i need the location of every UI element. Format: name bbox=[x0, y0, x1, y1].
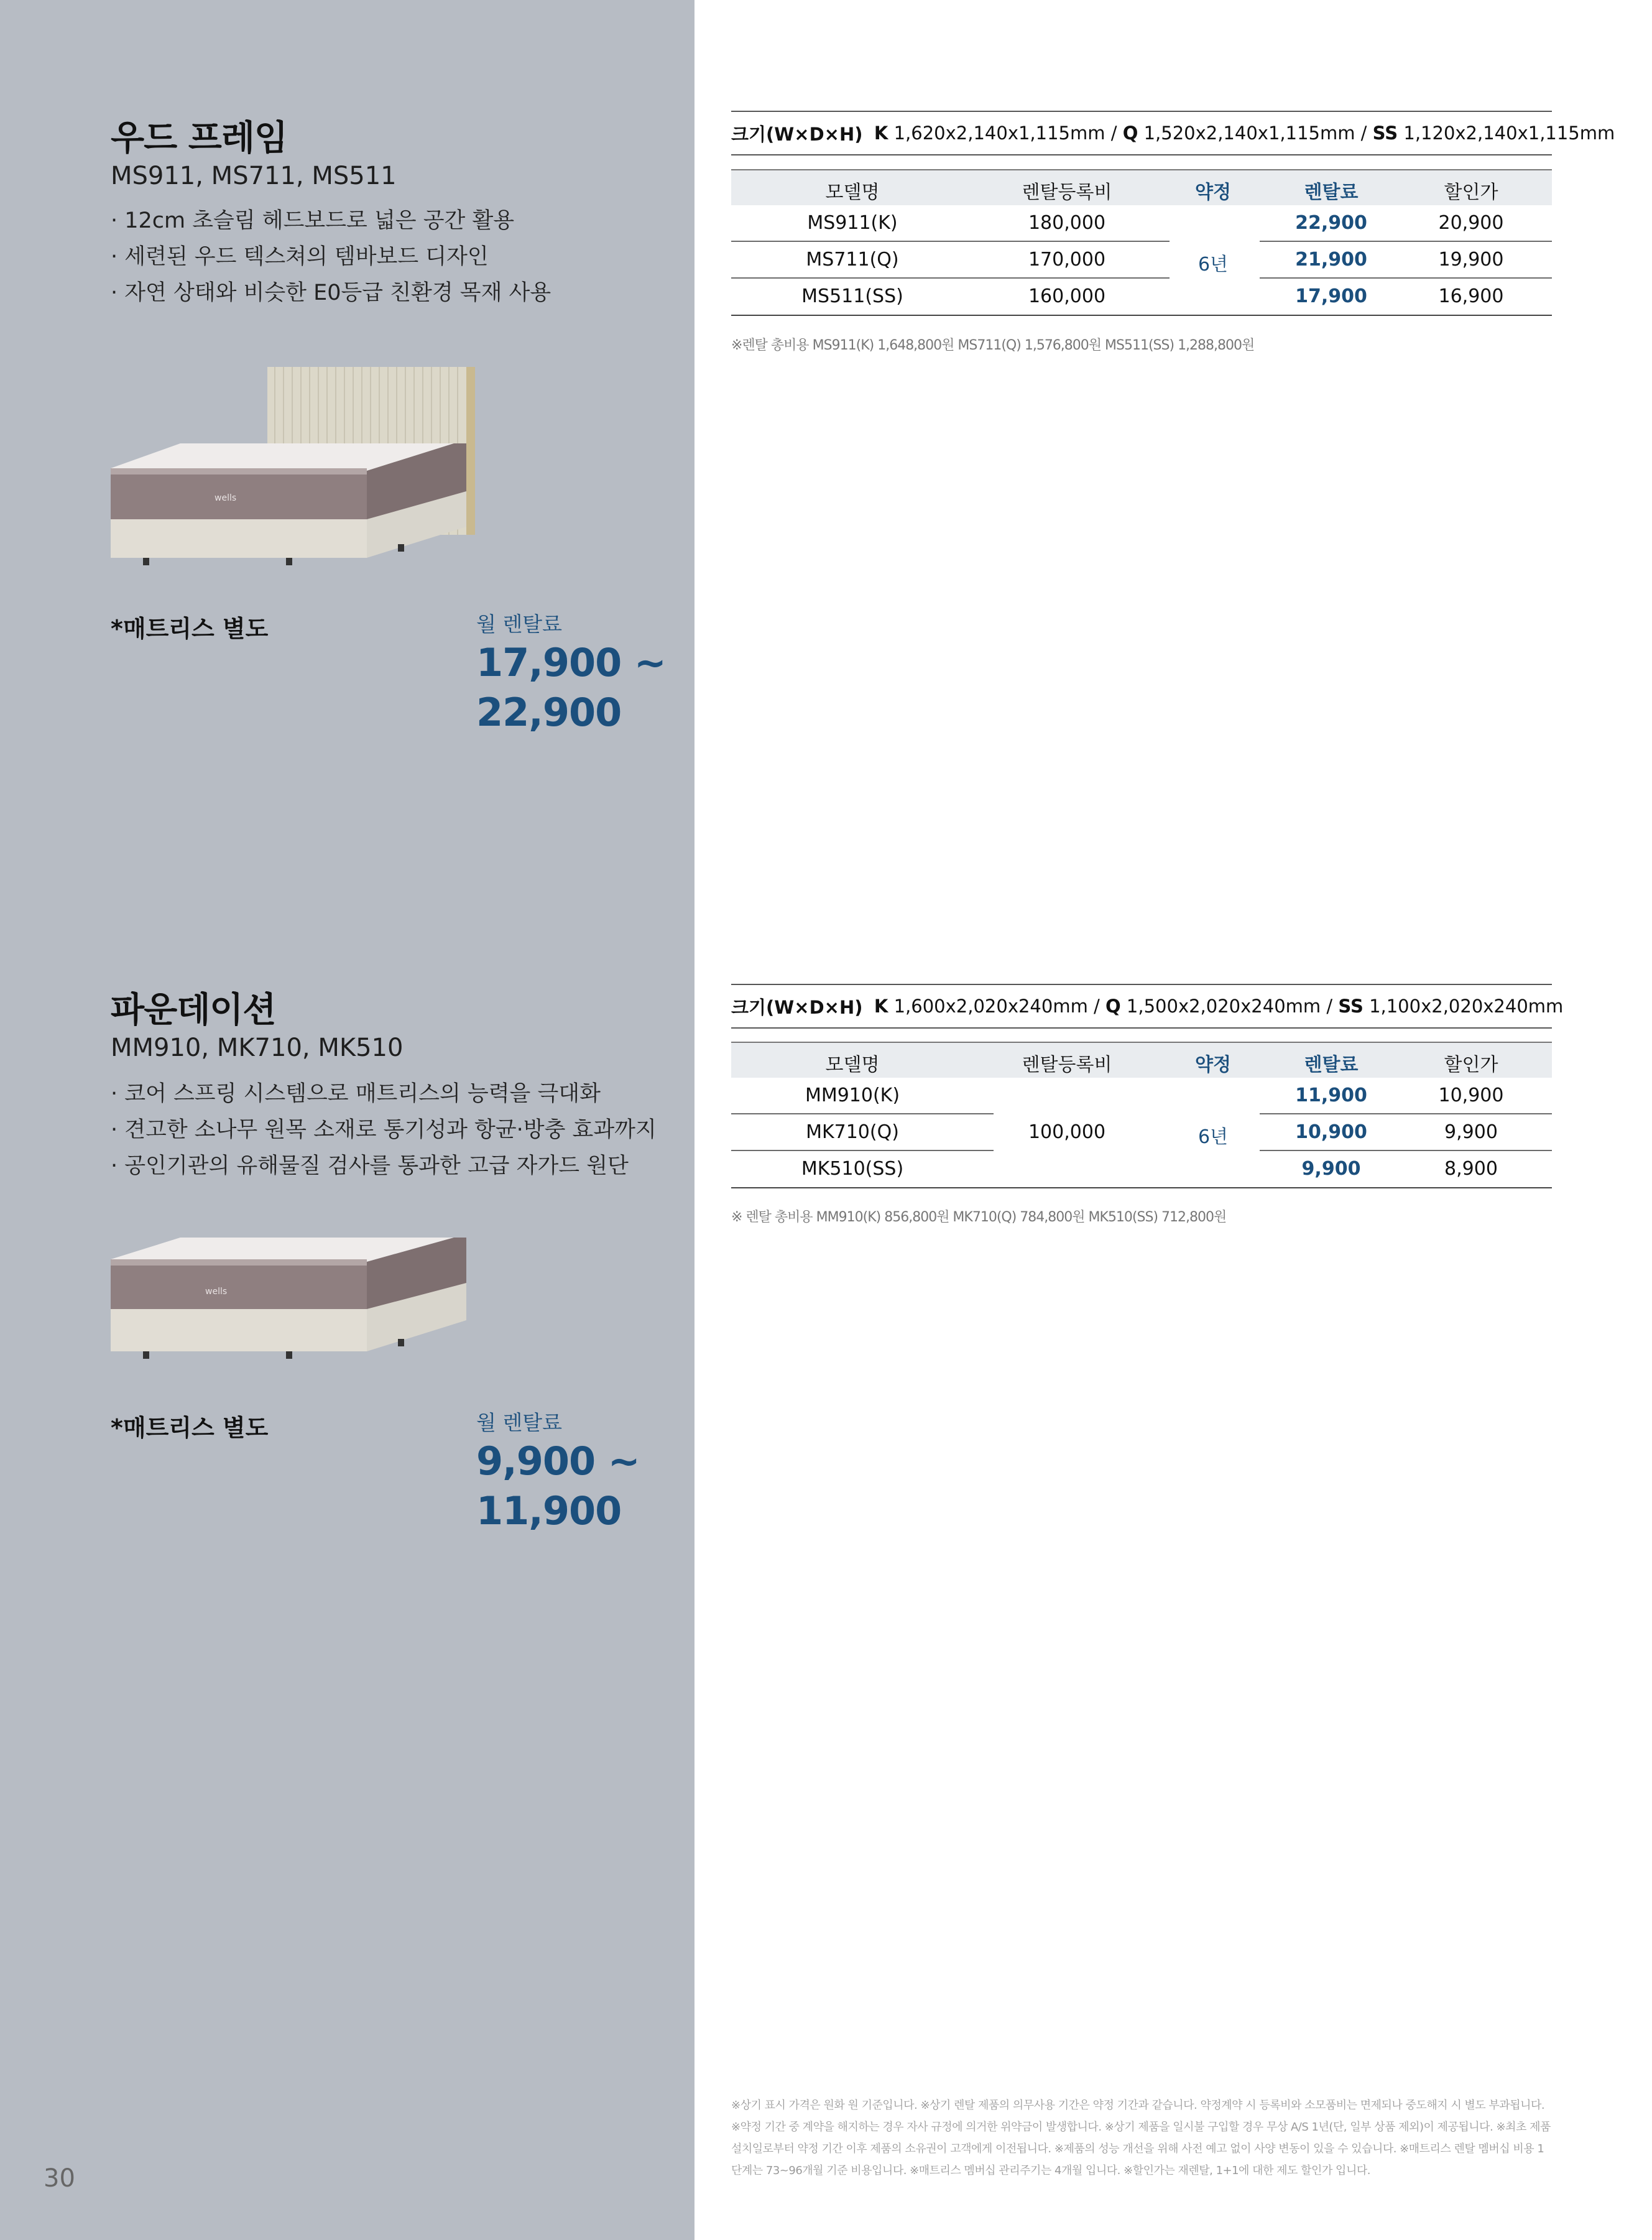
model-cell: MS711(Q) bbox=[806, 249, 899, 271]
feature-list bbox=[111, 1076, 657, 1184]
table-bottom-border bbox=[731, 1187, 1552, 1188]
rental-cell: 10,900 bbox=[1295, 1121, 1367, 1143]
header-model: 모델명 bbox=[825, 182, 880, 203]
price-range-line: 11,900 bbox=[476, 1488, 622, 1534]
header-discount: 할인가 bbox=[1444, 1054, 1498, 1076]
row-divider bbox=[1260, 241, 1552, 242]
header-contract: 약정 bbox=[1195, 1054, 1231, 1076]
product-title: 파운데이션 bbox=[111, 990, 276, 1030]
price-range bbox=[476, 1437, 640, 1536]
row-divider bbox=[731, 277, 1170, 279]
size-key-ss: SS bbox=[1372, 123, 1398, 144]
product-models: MS911, MS711, MS511 bbox=[111, 162, 397, 190]
feature-item: · 코어 스프링 시스템으로 매트리스의 능력을 극대화 bbox=[111, 1081, 601, 1106]
model-cell: MS511(SS) bbox=[801, 285, 903, 307]
rental-table bbox=[731, 169, 1552, 318]
row-divider bbox=[1260, 1113, 1552, 1114]
rental-cell: 22,900 bbox=[1295, 212, 1367, 234]
size-key-ss: SS bbox=[1338, 996, 1364, 1017]
feature-list bbox=[111, 203, 551, 311]
size-key-k: K bbox=[874, 123, 888, 144]
discount-cell: 9,900 bbox=[1444, 1121, 1498, 1143]
rental-table bbox=[731, 1042, 1552, 1191]
size-q: 1,520x2,140x1,115mm / bbox=[1143, 123, 1367, 144]
row-divider bbox=[1260, 1150, 1552, 1151]
rental-cell: 9,900 bbox=[1301, 1158, 1361, 1180]
model-cell: MK710(Q) bbox=[806, 1121, 899, 1143]
price-label: 월 렌탈료 bbox=[476, 1410, 563, 1435]
size-spec bbox=[731, 111, 1615, 155]
header-fee: 렌탈등록비 bbox=[1022, 1054, 1112, 1076]
size-spec-label: 크기(W×D×H) bbox=[731, 123, 863, 145]
price-range-line: 17,900 ~ bbox=[476, 640, 666, 685]
fee-cell: 180,000 bbox=[1028, 212, 1106, 234]
size-k: 1,620x2,140x1,115mm / bbox=[893, 123, 1117, 144]
foundation-bed-image bbox=[106, 1234, 479, 1377]
rental-cell: 21,900 bbox=[1295, 249, 1367, 271]
row-divider bbox=[731, 1150, 994, 1151]
size-ss: 1,120x2,140x1,115mm bbox=[1403, 123, 1615, 144]
contract-cell: 6년 bbox=[1197, 1126, 1229, 1148]
product-title: 우드 프레임 bbox=[111, 118, 287, 159]
size-ss: 1,100x2,020x240mm bbox=[1369, 996, 1564, 1017]
size-q: 1,500x2,020x240mm / bbox=[1126, 996, 1333, 1017]
fee-cell: 170,000 bbox=[1028, 249, 1106, 271]
fee-cell: 100,000 bbox=[1028, 1121, 1106, 1143]
size-spec bbox=[731, 984, 1564, 1029]
fee-cell: 160,000 bbox=[1028, 285, 1106, 307]
total-cost-note: ※렌탈 총비용 MS911(K) 1,648,800원 MS711(Q) 1,576,800원 MS511(SS) 1,288,800원 bbox=[731, 338, 1255, 353]
feature-item: · 12cm 초슬림 헤드보드로 넓은 공간 활용 bbox=[111, 208, 515, 233]
header-contract: 약정 bbox=[1195, 182, 1231, 203]
discount-cell: 8,900 bbox=[1444, 1158, 1498, 1180]
table-header bbox=[731, 1042, 1552, 1078]
total-cost-note: ※ 렌탈 총비용 MM910(K) 856,800원 MK710(Q) 784,800원 MK510(SS) 712,800원 bbox=[731, 1210, 1227, 1225]
header-rental: 렌탈료 bbox=[1304, 182, 1359, 203]
contract-cell: 6년 bbox=[1197, 254, 1229, 275]
feature-item: · 자연 상태와 비슷한 E0등급 친환경 목재 사용 bbox=[111, 280, 551, 305]
size-key-q: Q bbox=[1105, 996, 1121, 1017]
discount-cell: 16,900 bbox=[1438, 285, 1504, 307]
feature-item: · 세련된 우드 텍스쳐의 템바보드 디자인 bbox=[111, 244, 489, 269]
model-cell: MK510(SS) bbox=[801, 1158, 904, 1180]
header-model: 모델명 bbox=[825, 1054, 880, 1076]
price-range bbox=[476, 638, 666, 738]
row-divider bbox=[1260, 277, 1552, 279]
feature-item: · 견고한 소나무 원목 소재로 통기성과 항균·방충 효과까지 bbox=[111, 1118, 657, 1142]
svg-text:wells: wells bbox=[215, 493, 237, 503]
table-bottom-border bbox=[731, 315, 1552, 316]
row-divider bbox=[731, 241, 1170, 242]
price-range-line: 22,900 bbox=[476, 690, 622, 735]
wood-frame-bed-image bbox=[106, 364, 479, 575]
discount-cell: 10,900 bbox=[1438, 1085, 1504, 1106]
size-spec-label: 크기(W×D×H) bbox=[731, 996, 863, 1018]
model-cell: MM910(K) bbox=[805, 1085, 900, 1106]
rental-cell: 11,900 bbox=[1295, 1085, 1367, 1106]
size-k: 1,600x2,020x240mm / bbox=[893, 996, 1100, 1017]
mattress-note: *매트리스 별도 bbox=[111, 615, 269, 642]
size-key-q: Q bbox=[1122, 123, 1138, 144]
price-label: 월 렌탈료 bbox=[476, 612, 563, 636]
size-key-k: K bbox=[874, 996, 888, 1017]
mattress-note: *매트리스 별도 bbox=[111, 1414, 269, 1442]
discount-cell: 19,900 bbox=[1438, 249, 1504, 271]
svg-text:wells: wells bbox=[205, 1287, 228, 1297]
rental-cell: 17,900 bbox=[1295, 285, 1367, 307]
model-cell: MS911(K) bbox=[807, 212, 898, 234]
header-fee: 렌탈등록비 bbox=[1022, 182, 1112, 203]
table-header bbox=[731, 169, 1552, 205]
price-range-line: 9,900 ~ bbox=[476, 1438, 640, 1484]
product-models: MM910, MK710, MK510 bbox=[111, 1034, 404, 1062]
header-rental: 렌탈료 bbox=[1304, 1054, 1359, 1076]
discount-cell: 20,900 bbox=[1438, 212, 1504, 234]
legal-disclaimer: ※상기 표시 가격은 원화 원 기준입니다. ※상기 렌탈 제품의 의무사용 기간은 약정 기간과 같습니다. 약정계약 시 등록비와 소모품비는 면제되나 중도해지 시 별도 부과됩니다. ※약정 기간 중 계약을 해지하는 경우 자사 규정에 의거한 위약금이 발생합니다. ※상기 제품을 일시불 구입할 경우 무상 A/S 1년(단, 일부 상품 제외)이 제공됩니다. ※최초 제품 설치일로부터 약정 기간 이후 제품의 소유권이 고객에게 이전됩니다. ※제품의 성능 개선을 위해 사전 예고 없이 사양 변동이 있을 수 있습니다. ※매트리스 렌탈 멤버십 비용 1단계는 73~96개월 기준 비용입니다. ※매트리스 멤버십 관리주기는 4개월 입니다. ※할인가는 재렌탈, 1+1에 대한 제도 할인가 입니다. bbox=[731, 2099, 1551, 2177]
row-divider bbox=[731, 1113, 994, 1114]
header-discount: 할인가 bbox=[1444, 182, 1498, 203]
page-number: 30 bbox=[44, 2164, 75, 2193]
feature-item: · 공인기관의 유해물질 검사를 통과한 고급 자가드 원단 bbox=[111, 1154, 629, 1178]
